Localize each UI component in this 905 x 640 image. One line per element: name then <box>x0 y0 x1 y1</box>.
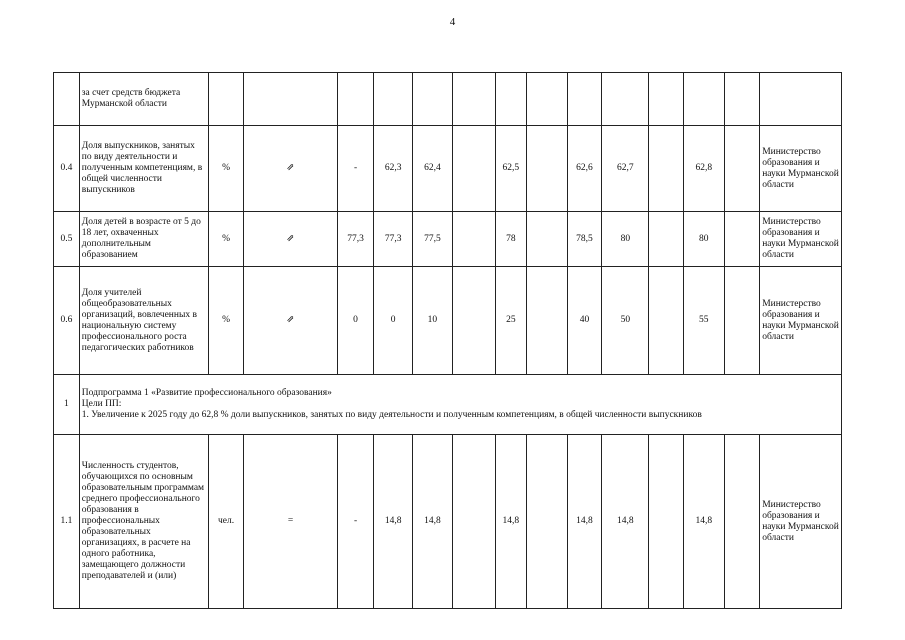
trend-cell <box>244 73 338 126</box>
blank-cell <box>724 267 759 375</box>
goal-item: 1. Увеличение к 2025 году до 62,8 % доли выпускников, занятых по виду деятельности и полученным компетенциям, в общей численности выпускников <box>81 410 702 420</box>
blank-cell <box>649 126 683 212</box>
value-cell <box>495 73 526 126</box>
table-row <box>54 73 842 126</box>
unit-cell: % <box>208 126 243 212</box>
indicators-table <box>53 72 842 609</box>
value-cell: 77,5 <box>413 212 453 267</box>
blank-cell <box>649 435 683 609</box>
value-cell: 80 <box>683 212 724 267</box>
value-cell: 40 <box>567 267 601 375</box>
subprogram-row <box>54 375 842 435</box>
value-cell <box>337 73 374 126</box>
unit-cell <box>208 73 243 126</box>
value-cell: 14,8 <box>602 435 649 609</box>
value-cell <box>413 73 453 126</box>
unit-cell: чел. <box>208 435 243 609</box>
value-cell: 14,8 <box>683 435 724 609</box>
value-cell: 14,8 <box>567 435 601 609</box>
responsible-cell: Министерство образования и науки Мурманской области <box>760 126 842 212</box>
responsible-cell: Министерство образования и науки Мурманской области <box>760 267 842 375</box>
blank-cell <box>649 267 683 375</box>
value-cell: 78 <box>495 212 526 267</box>
value-cell: 14,8 <box>413 435 453 609</box>
blank-cell <box>649 212 683 267</box>
value-cell: 14,8 <box>495 435 526 609</box>
indicator-name: Численность студентов, обучающихся по основным образовательным программам среднего профессионального образования в профессиональных образовательных организациях, в расчете на одного работника, замещающего должности преподавателей и (или) <box>79 435 208 609</box>
value-cell: 0 <box>337 267 374 375</box>
value-cell: - <box>337 435 374 609</box>
row-number: 1.1 <box>54 435 80 609</box>
blank-cell <box>724 73 759 126</box>
value-cell: 62,7 <box>602 126 649 212</box>
table-row <box>54 126 842 212</box>
table-row <box>54 212 842 267</box>
blank-cell <box>526 212 567 267</box>
row-number: 0.6 <box>54 267 80 375</box>
trend-icon: ⇗ <box>244 267 338 375</box>
subprogram-title: Подпрограмма 1 «Развитие профессионального образования» <box>81 388 332 398</box>
table-row <box>54 267 842 375</box>
value-cell: 78,5 <box>567 212 601 267</box>
blank-cell <box>452 435 495 609</box>
value-cell: 50 <box>602 267 649 375</box>
blank-cell <box>649 73 683 126</box>
indicator-name: Доля учителей общеобразовательных организаций, вовлеченных в национальную систему профессионального роста педагогических работников <box>79 267 208 375</box>
indicator-name: Доля выпускников, занятых по виду деятельности и полученным компетенциям, в общей численности выпускников <box>79 126 208 212</box>
goals-label: Цели ПП: <box>81 399 122 409</box>
value-cell: 25 <box>495 267 526 375</box>
value-cell: 77,3 <box>337 212 374 267</box>
row-number <box>54 73 80 126</box>
value-cell: 10 <box>413 267 453 375</box>
responsible-cell: Министерство образования и науки Мурманской области <box>760 435 842 609</box>
responsible-cell: Министерство образования и науки Мурманской области <box>760 212 842 267</box>
unit-cell: % <box>208 212 243 267</box>
value-cell: 62,4 <box>413 126 453 212</box>
blank-cell <box>526 73 567 126</box>
value-cell: 62,5 <box>495 126 526 212</box>
trend-cell: = <box>244 435 338 609</box>
value-cell: - <box>337 126 374 212</box>
trend-icon: ⇗ <box>244 126 338 212</box>
value-cell <box>567 73 601 126</box>
value-cell: 14,8 <box>374 435 413 609</box>
value-cell <box>683 73 724 126</box>
value-cell: 80 <box>602 212 649 267</box>
blank-cell <box>452 267 495 375</box>
value-cell: 55 <box>683 267 724 375</box>
row-number: 0.4 <box>54 126 80 212</box>
blank-cell <box>724 126 759 212</box>
blank-cell <box>526 267 567 375</box>
trend-icon: ⇗ <box>244 212 338 267</box>
value-cell: 77,3 <box>374 212 413 267</box>
blank-cell <box>724 212 759 267</box>
value-cell <box>374 73 413 126</box>
value-cell <box>602 73 649 126</box>
value-cell: 62,8 <box>683 126 724 212</box>
blank-cell <box>452 73 495 126</box>
row-number: 1 <box>54 375 80 435</box>
table-row <box>54 435 842 609</box>
value-cell: 0 <box>374 267 413 375</box>
indicator-name: за счет средств бюджета Мурманской области <box>79 73 208 126</box>
blank-cell <box>526 435 567 609</box>
responsible-cell <box>760 73 842 126</box>
blank-cell <box>452 212 495 267</box>
page-number: 4 <box>449 16 456 28</box>
blank-cell <box>724 435 759 609</box>
indicator-name: Доля детей в возрасте от 5 до 18 лет, охваченных дополнительным образованием <box>79 212 208 267</box>
blank-cell <box>452 126 495 212</box>
blank-cell <box>526 126 567 212</box>
row-number: 0.5 <box>54 212 80 267</box>
unit-cell: % <box>208 267 243 375</box>
value-cell: 62,3 <box>374 126 413 212</box>
subprogram-description <box>79 375 841 435</box>
value-cell: 62,6 <box>567 126 601 212</box>
